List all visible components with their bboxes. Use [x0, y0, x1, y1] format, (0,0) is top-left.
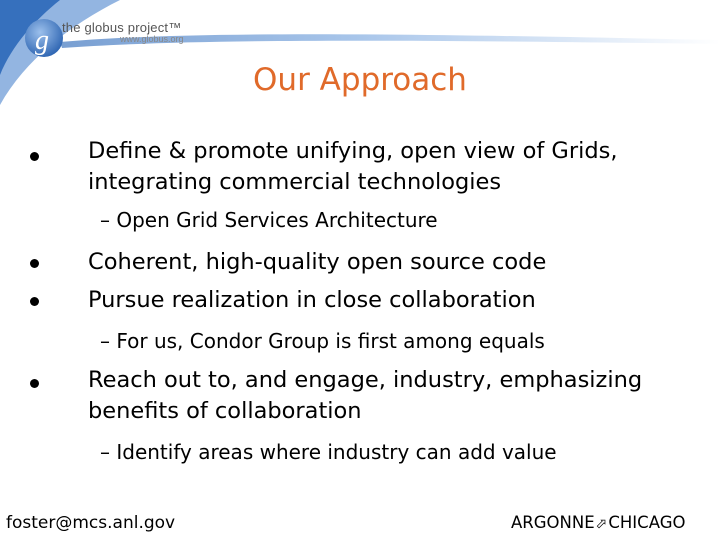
footer-email: foster@mcs.anl.gov	[6, 513, 176, 533]
sub-bullet-text: – Identify areas where industry can add value	[100, 440, 557, 464]
logo-banner	[0, 0, 720, 120]
bullet-dot-icon	[30, 152, 39, 161]
bullet-dot-icon	[30, 259, 39, 268]
bullet-text: Define & promote unifying, open view of Grids, integrating commercial technologies	[88, 138, 618, 195]
bullet-dot-icon	[30, 379, 39, 388]
footer-org-left: ARGONNE	[511, 513, 595, 532]
bullet-text: Pursue realization in close collaboration	[88, 287, 536, 313]
north-east-arrow-icon: ⬀	[595, 516, 608, 532]
bullet-text: Reach out to, and engage, industry, emphasizing benefits of collaboration	[88, 367, 643, 424]
logo-url: www.globus.org	[120, 34, 184, 44]
footer-org-right: CHICAGO	[608, 513, 686, 532]
slide-title: Our Approach	[253, 62, 467, 98]
bullet-text: Coherent, high-quality open source code	[88, 249, 547, 275]
logo-name: the globus project™	[62, 20, 182, 35]
footer-org	[511, 513, 685, 532]
logo-swoosh	[0, 0, 720, 120]
sub-bullet-text: – Open Grid Services Architecture	[100, 208, 438, 232]
logo-text-block	[62, 20, 184, 44]
bullet-dot-icon	[30, 297, 39, 306]
sub-bullet-text: – For us, Condor Group is first among equals	[100, 329, 545, 353]
logo-letter: g	[35, 25, 49, 56]
